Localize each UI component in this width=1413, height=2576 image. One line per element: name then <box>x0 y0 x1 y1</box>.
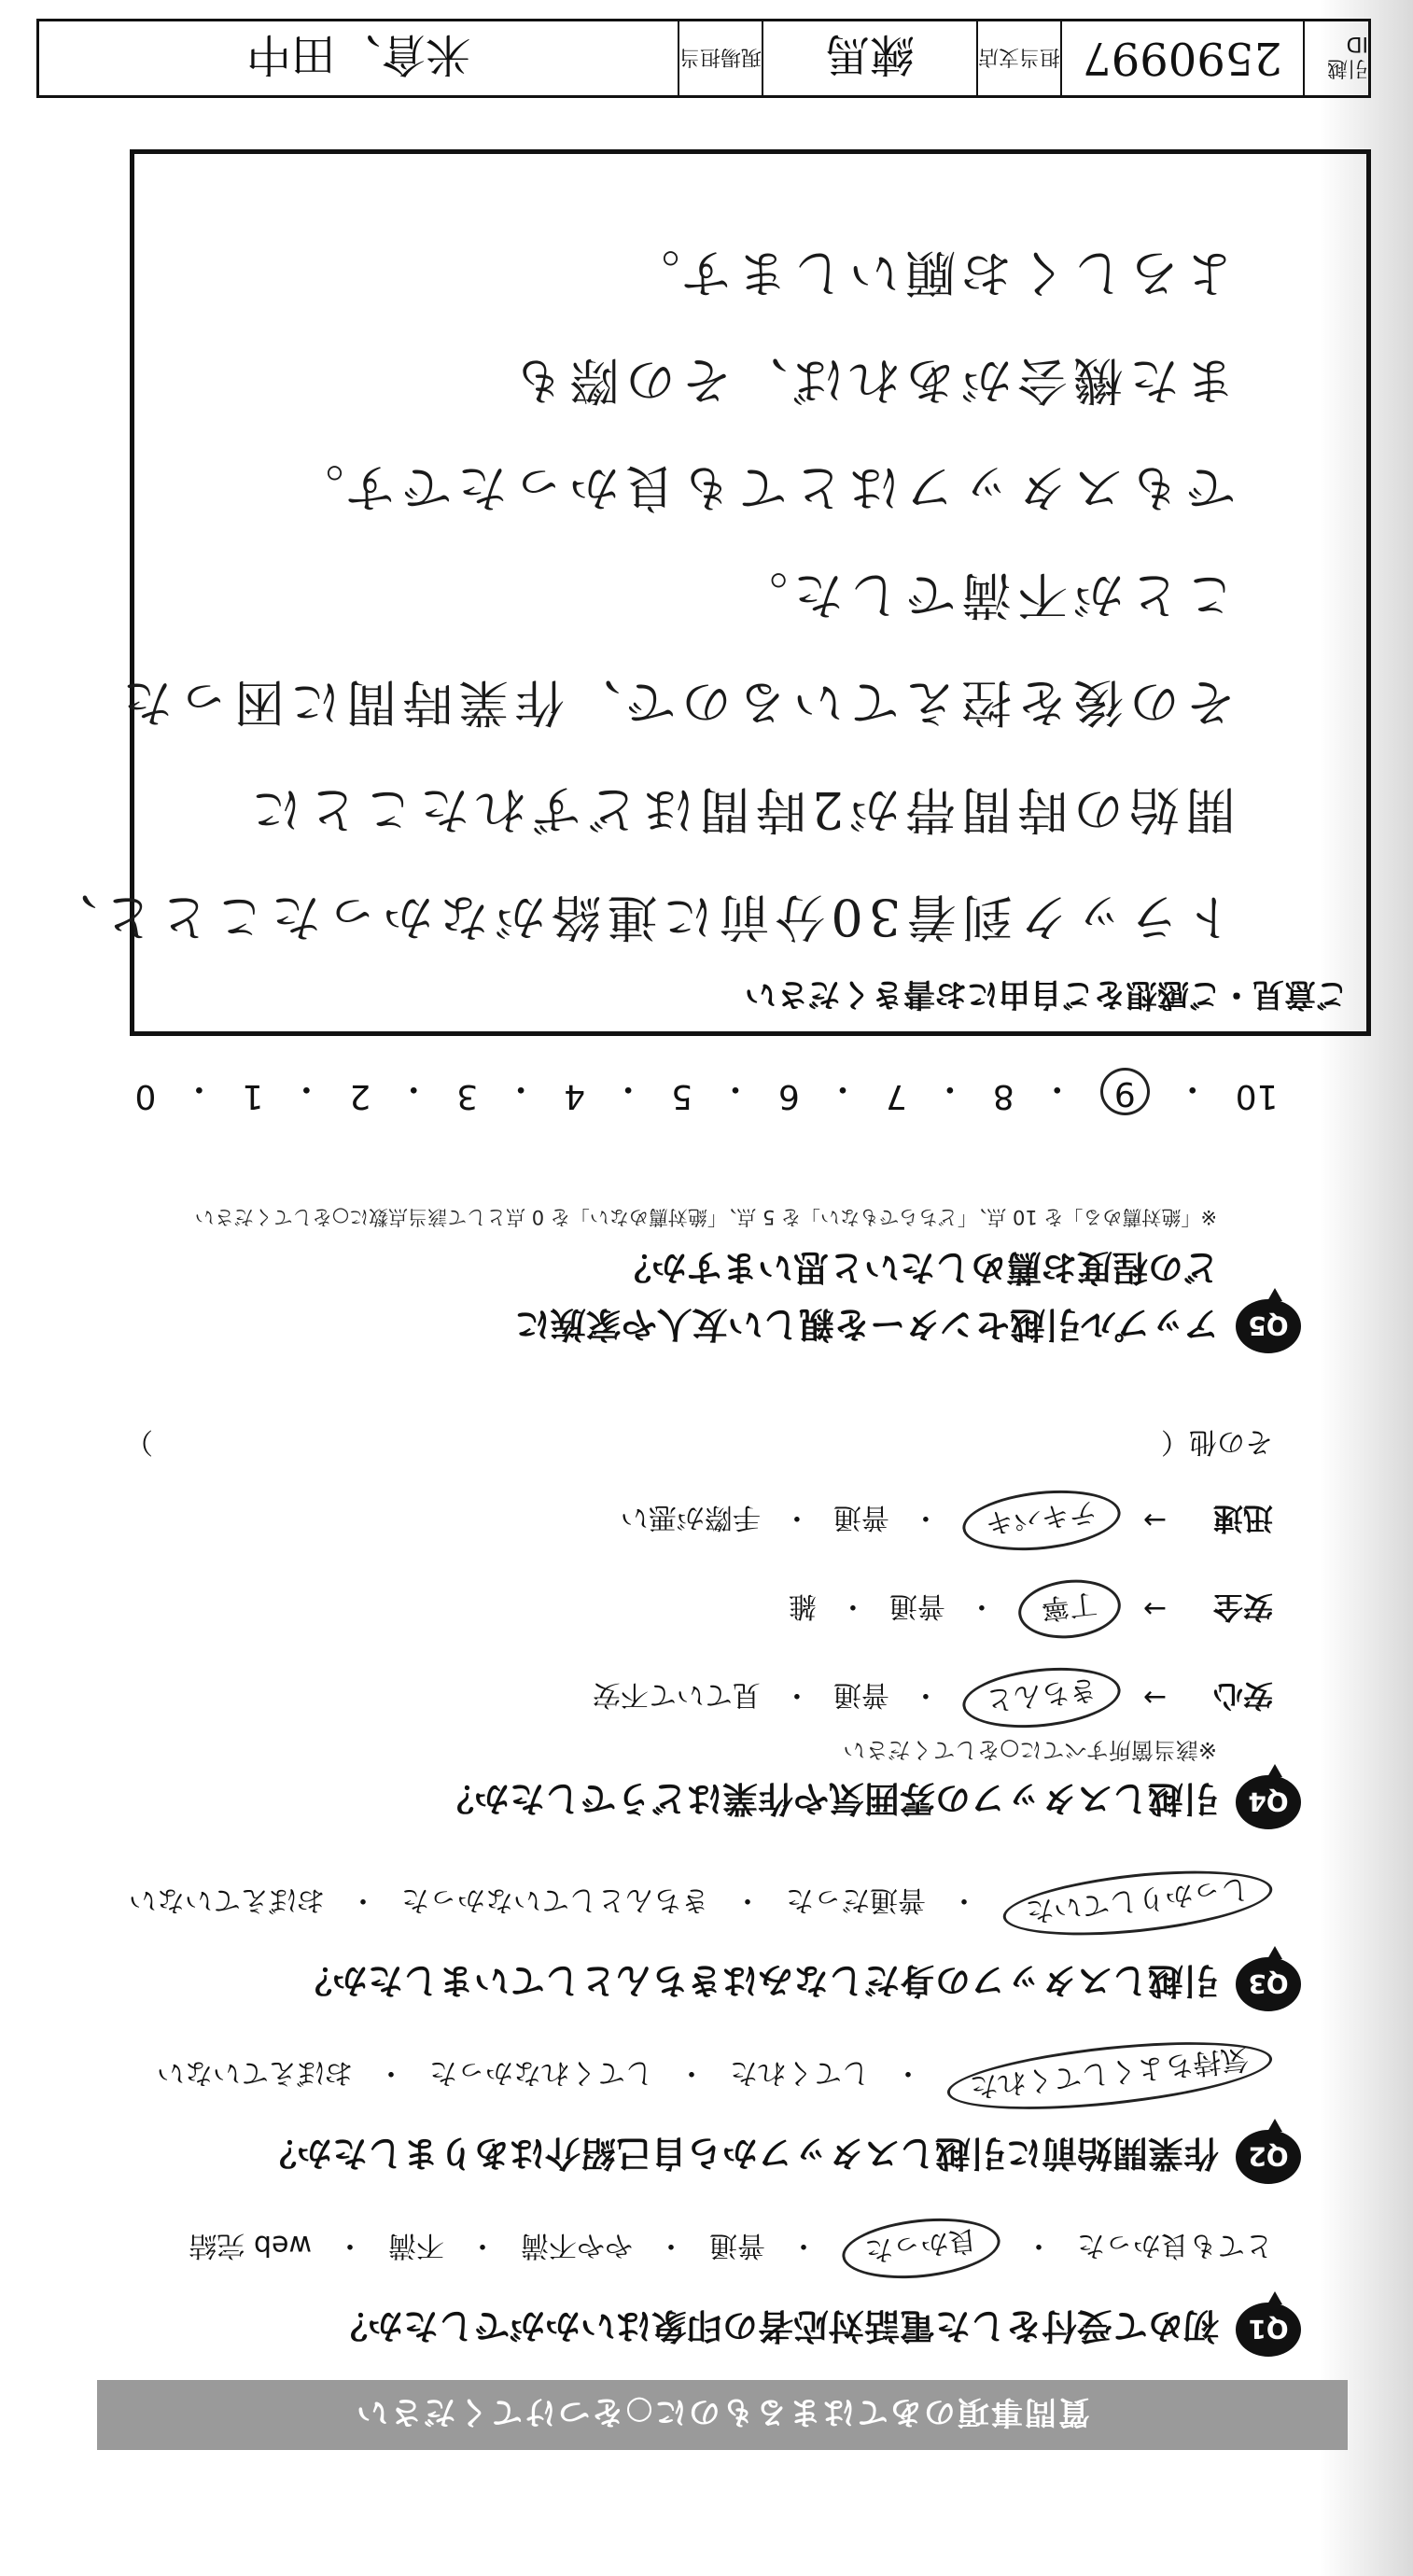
q4-option[interactable]: 普通 <box>832 1501 889 1533</box>
scale-option-selected[interactable]: 9 <box>1100 1068 1150 1115</box>
q2-options: 気持ちよくしてくれた ・ してくれた ・ してくれなかった ・ おぼえていない <box>157 2047 1273 2105</box>
q4-badge: Q4 <box>1236 1775 1301 1829</box>
branch-label: 担当支店 <box>976 21 1060 95</box>
q4-other-close: ） <box>125 1425 153 1458</box>
q5-text-line2: どの程度お薦めしたいと思いますか？ <box>615 1247 1219 1288</box>
question-2 <box>261 2130 1301 2184</box>
q4-text: 引越しスタッフの雰囲気や作業はどうでしたか？ <box>438 1778 1219 1820</box>
comment-line: 開始の時間帯が2時間ほどずれたことに <box>245 780 1236 839</box>
q4-option-selected[interactable]: きちんと <box>959 1660 1124 1734</box>
q3-option[interactable]: おぼえていない <box>129 1883 325 1916</box>
scale-option[interactable]: 3 <box>456 1077 479 1115</box>
comment-box[interactable] <box>41 149 1371 1036</box>
q4-option-selected[interactable]: テキパキ <box>959 1483 1124 1557</box>
comment-line: でもスタッフはとても良かったです。 <box>287 458 1236 517</box>
q2-option[interactable]: してくれた <box>730 2056 870 2089</box>
q1-option-selected[interactable]: 良かった <box>839 2211 1003 2285</box>
q1-option[interactable]: とても良かった <box>1077 2229 1273 2261</box>
scale-option[interactable]: 6 <box>778 1077 800 1115</box>
comment-line: トラック到着30分前に連絡がなかったことと、 <box>41 888 1236 946</box>
q4-row-label: 迅速 <box>1212 1501 1273 1536</box>
q4-row-label: 安全 <box>1212 1589 1273 1625</box>
q5-note: ※「絶対薦める」を 10 点、「どちらでもない」を 5 点、「絶対薦めない」を 0 点として該当点数に○をしてください <box>194 1206 1217 1228</box>
staff-label: 現場担当 <box>678 21 762 95</box>
q4-other <box>125 1424 1273 1465</box>
q2-badge: Q2 <box>1236 2130 1301 2184</box>
q1-text: 初めて受付をした電話対応者の印象はいかがでしたか？ <box>331 2305 1219 2347</box>
comment-line: ことが不満でした。 <box>732 566 1236 624</box>
q5-text-line1: アップル引越センターを親しい友人や家族に <box>514 1304 1219 1345</box>
scale-option[interactable]: 1 <box>242 1077 264 1115</box>
q3-option[interactable]: きちんとしていなかった <box>401 1883 709 1916</box>
q1-option[interactable]: 普通 <box>709 2229 765 2261</box>
q4-option[interactable]: 見ていて不安 <box>592 1678 761 1711</box>
q3-options: しっかりしていた ・ 普通だった ・ きちんとしていなかった ・ おぼえていない <box>129 1874 1273 1932</box>
scale-option[interactable]: 2 <box>349 1077 371 1115</box>
q2-option-selected[interactable]: 気持ちよくしてくれた <box>944 2030 1276 2121</box>
q4-option[interactable]: 手際が悪い <box>620 1501 761 1533</box>
q4-option-selected[interactable]: 丁寧 <box>1015 1575 1124 1643</box>
q4-row-label: 安心 <box>1212 1678 1273 1714</box>
comment-line: その後を控えているので、作業時間に困った <box>117 673 1236 732</box>
q4-option[interactable]: 雑 <box>788 1589 817 1622</box>
q1-option[interactable]: web 完結 <box>189 2229 312 2261</box>
staff-value: 米倉、田中 <box>246 28 471 80</box>
q1-option[interactable]: 不満 <box>388 2229 444 2261</box>
q4-row-anshin: 安心 → きちんと ・ 普通 ・ 見ていて不安 <box>593 1669 1273 1727</box>
instruction-banner: 質問事項のあてはまるものに○をつけてください <box>97 2380 1348 2450</box>
question-1 <box>332 2303 1301 2357</box>
q4-option[interactable]: 普通 <box>832 1678 889 1711</box>
q4-row-anzen: 安全 → 丁寧 ・ 普通 ・ 雑 <box>789 1580 1273 1638</box>
q1-options: とても良かった ・ 良かった ・ 普通 ・ やや不満 ・ 不満 ・ web 完結 <box>189 2219 1273 2277</box>
q5-scale: 10 ・ 9 ・ 8 ・ 7 ・ 6 ・ 5 ・ 4 ・ 3 ・ 2 ・ 1 ・ 0 <box>134 1070 1279 1115</box>
branch-value: 練馬 <box>762 21 976 95</box>
q4-option[interactable]: 普通 <box>888 1589 945 1622</box>
q3-option[interactable]: 普通だった <box>786 1883 926 1916</box>
scale-option[interactable]: 8 <box>992 1077 1014 1115</box>
q5-badge: Q5 <box>1236 1299 1301 1353</box>
question-4 <box>439 1775 1301 1829</box>
q4-row-jinsoku: 迅速 → テキパキ ・ 普通 ・ 手際が悪い <box>621 1491 1273 1549</box>
move-id-label: 引越 ID <box>1303 21 1368 95</box>
comment-line: また機会があれば、その際も <box>508 351 1236 410</box>
info-table <box>36 19 1371 98</box>
q2-option[interactable]: おぼえていない <box>157 2056 353 2089</box>
scale-option[interactable]: 0 <box>134 1077 157 1115</box>
q3-text: 引越しスタッフの身だしなみはきちんとしていましたか？ <box>296 1960 1219 2002</box>
comment-title: ご意見・ご感想をご自由にお書きください <box>745 975 1348 1013</box>
question-5 <box>515 1245 1301 1353</box>
scale-option[interactable]: 5 <box>671 1077 693 1115</box>
q3-option-selected[interactable]: しっかりしていた <box>1000 1860 1276 1946</box>
question-3 <box>297 1957 1301 2011</box>
comment-line: よろしくお願いします。 <box>623 244 1236 302</box>
move-id-value: 2590997 <box>1060 21 1303 95</box>
scale-option[interactable]: 4 <box>564 1077 586 1115</box>
q2-option[interactable]: してくれなかった <box>429 2056 653 2089</box>
scale-option[interactable]: 7 <box>885 1077 907 1115</box>
scale-option[interactable]: 10 <box>1235 1077 1279 1115</box>
q3-badge: Q3 <box>1236 1957 1301 2011</box>
q4-other-label: その他（ <box>1161 1425 1273 1458</box>
q2-text: 作業開始前に引越しスタッフから自己紹介はありましたか？ <box>260 2133 1219 2175</box>
q1-badge: Q1 <box>1236 2303 1301 2357</box>
q4-note: ※該当箇所すべてに○をしてください <box>843 1737 1217 1763</box>
q1-option[interactable]: やや不満 <box>521 2229 633 2261</box>
